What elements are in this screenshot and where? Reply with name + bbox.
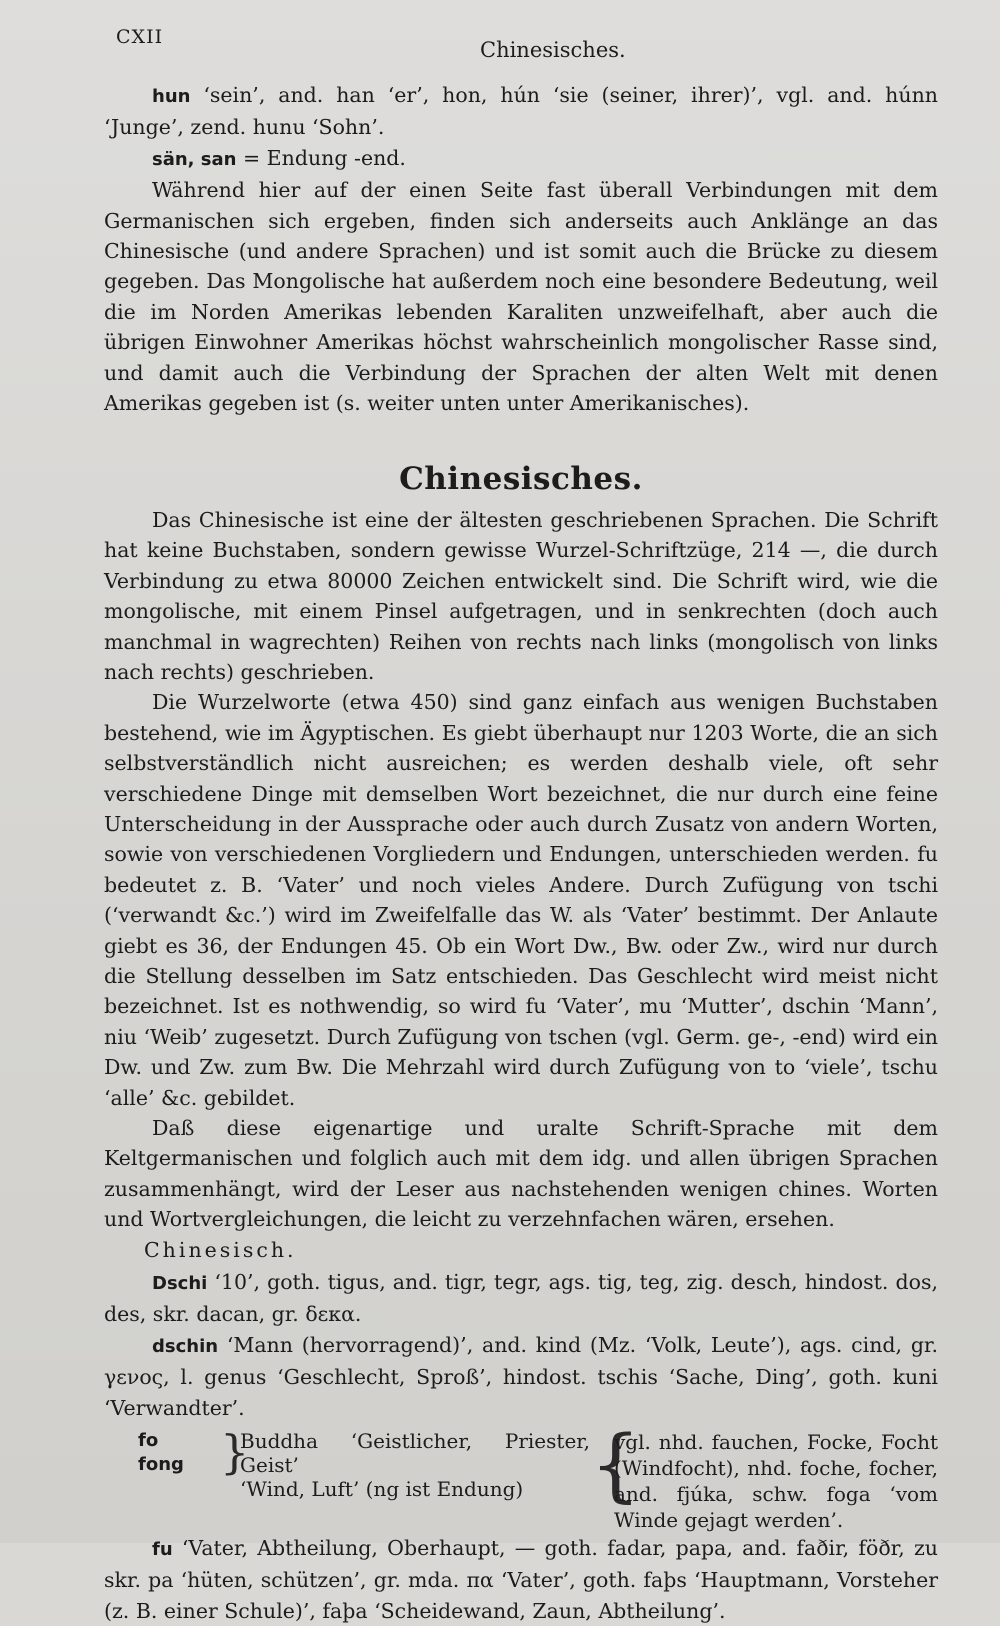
page-number: CXII: [116, 26, 164, 48]
body-paragraph: Die Wurzelworte (etwa 450) sind ganz einfach aus wenigen Buchstaben bestehend, wie im Ägyptischen. Es giebt überhaupt nur 1203 Worte, die an sich selbstverständlich nicht ausreichen; es werden deshalb viele, oft sehr verschiedene Dinge mit demselben Wort bezeichnet, die nur durch eine feine Unterscheidung in der Aussprache oder auch durch Zusatz von andern Worten, sowie von verschiedenen Vorgliedern und Endungen, unterschieden werden. fu bedeutet z. B. ‘Vater’ und noch vieles Andere. Durch Zufügung von tschi (‘verwandt &c.’) wird im Zweifelfalle das W. als ‘Vater’ bestimmt. Der Anlaute giebt es 36, der Endungen 45. Ob ein Wort Dw., Bw. oder Zw., wird nur durch die Stellung desselben im Satz entschieden. Das Geschlecht wird meist nicht bezeichnet. Ist es nothwendig, so wird fu ‘Vater’, mu ‘Mutter’, dschin ‘Mann’, niu ‘Weib’ zugesetzt. Durch Zufügung von tschen (vgl. Germ. ge-, -end) wird ein Dw. und Zw. zum Bw. Die Mehrzahl wird durch Zufügung von to ‘viele’, tschu ‘alle’ &c. gebildet.: [104, 690, 938, 1110]
grouped-comparison: vgl. nhd. fauchen, Focke, Focht (Windfocht), nhd. foche, focher, and. fjúka, schw. foga ‘vom Winde gejagt werden’.: [614, 1430, 938, 1533]
entry-meaning: Buddha ‘Geistlicher, Priester, Geist’: [240, 1429, 590, 1478]
entry-text: = Endung -end.: [236, 145, 406, 170]
page-header: [116, 26, 940, 66]
entry-text: ‘10’, goth. tigus, and. tigr, tegr, ags. tig, teg, zig. desch, hindost. dos, des, skr. dacan, gr. δεκα.: [104, 1270, 938, 1327]
entry-headword: dschin: [152, 1335, 219, 1357]
entry-headword: Dschi: [152, 1273, 208, 1295]
grouped-meanings: [240, 1429, 590, 1501]
body-paragraph: Während hier auf der einen Seite fast überall Verbindungen mit dem Germanischen sich ergeben, finden sich anderseits auch Anklänge an das Chinesische (und andere Sprachen) und ist somit auch die Brücke zu diesem gegeben. Das Mongolische hat außerdem noch eine besondere Bedeutung, weil die im Norden Amerikas lebenden Karaliten unzweifelhaft, aber auch die übrigen Einwohner Amerikas höchst wahrscheinlich mongolischer Rasse sind, und damit auch die Verbindung der Sprachen der alten Welt mit denen Amerikas gegeben ist (s. weiter unten unter Amerikanisches).: [104, 178, 938, 416]
entry-headword: fu: [152, 1539, 173, 1561]
entry-text: ‘sein’, and. han ‘er’, hon, hún ‘sie (seiner, ihrer)’, vgl. and. húnn ‘Junge’, zend. hunu ‘Sohn’.: [104, 83, 938, 140]
dictionary-entry: [104, 1330, 938, 1423]
entry-text: ‘Vater, Abtheilung, Oberhaupt, — goth. fadar, papa, and. faðir, föðr, zu skr. pa ‘hüten, schützen’, gr. mda. πα ‘Vater’, goth. faþs ‘Hauptmann, Vorsteher (z. B. einer Schule)’, faþa ‘Scheidewand, Zaun, Abtheilung’.: [104, 1536, 938, 1623]
left-brace: }: [220, 1425, 250, 1480]
subheading: Chinesisch.: [144, 1237, 297, 1262]
section-title: Chinesisches.: [399, 461, 643, 498]
entry-headword: fo: [138, 1430, 159, 1452]
grouped-entry: [104, 1418, 938, 1533]
entry-headword: hun: [152, 86, 191, 107]
entry-headword: sän, san: [152, 148, 237, 170]
entry-text: ‘Mann (hervorragend)’, and. kind (Mz. ‘Volk, Leute’), ags. cind, gr. γενος, l. genus ‘Geschlecht, Sproß’, hindost. tschis ‘Sache, Ding’, goth. kuni ‘Verwandter’.: [104, 1332, 938, 1420]
dictionary-entry: [104, 80, 938, 143]
body-paragraph: Das Chinesische ist eine der ältesten geschriebenen Sprachen. Die Schrift hat keine Buchstaben, sondern gewisse Wurzel-Schriftzüge, 214 —, die durch Verbindung zu etwa 80000 Zeichen entwickelt sind. Die Schrift wird, wie die mongolische, mit einem Pinsel aufgetragen, und in senkrechten (doch auch manchmal in wagrechten) Reihen von rechts nach links (mongolisch von links nach rechts) geschrieben.: [104, 507, 938, 684]
grouped-headwords: [104, 1429, 220, 1477]
entry-meaning: ‘Wind, Luft’ (ng ist Endung): [240, 1477, 524, 1502]
dictionary-entry: [104, 1533, 938, 1626]
body-paragraph: Daß diese eigenartige und uralte Schrift-Sprache mit dem Keltgermanischen und folglich auch mit dem idg. und allen übrigen Sprachen zusammenhängt, wird der Leser aus nachstehenden wenigen chines. Worten und Wortvergleichungen, die leicht zu verzehnfachen wären, ersehen.: [104, 1116, 938, 1232]
page-body: [104, 80, 938, 1626]
dictionary-entry: [104, 1267, 938, 1330]
dictionary-entry: [104, 143, 938, 175]
entry-headword: fong: [138, 1454, 184, 1476]
running-title: Chinesisches.: [480, 38, 626, 62]
right-brace: {: [590, 1418, 641, 1512]
